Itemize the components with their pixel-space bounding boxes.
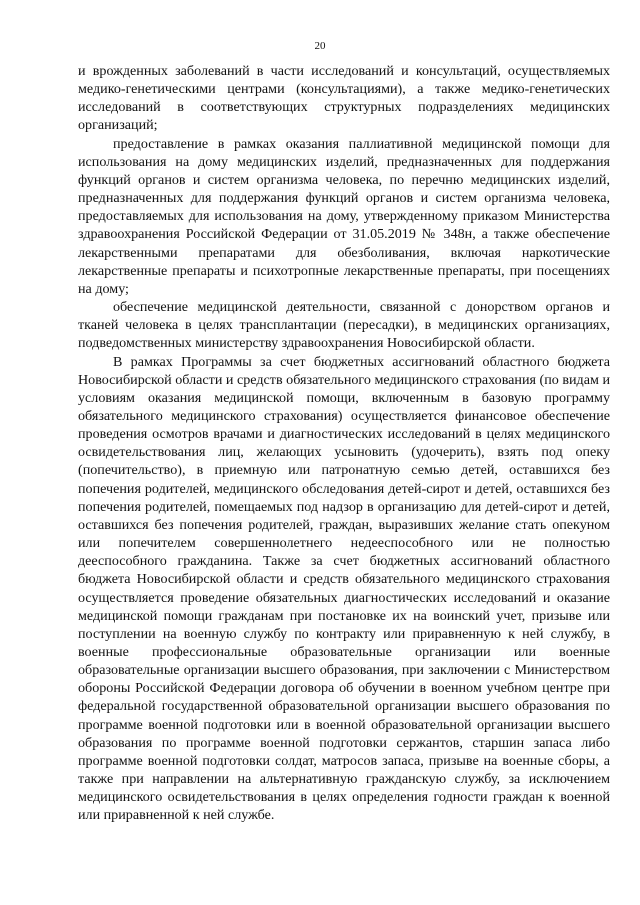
paragraph-genetic-research: и врожденных заболеваний в части исследований и консультаций, осуществляемых медико-генетическими центрами (консультациями), а также медико-генетических исследований в соответствующих структурных подразделениях медицинских организаций; [78, 63, 610, 134]
paragraph-program-financing: В рамках Программы за счет бюджетных ассигнований областного бюджета Новосибирской области и средств обязательного медицинского страхования (по видам и условиям оказания медицинской помощи, включенным в базовую программу обязательного медицинского страхования) осуществляется финансовое обеспечение проведения осмотров врачами и диагностических исследований в целях медицинского освидетельствования лиц, желающих усыновить (удочерить), взять под опеку (попечительство), в приемную или патронатную семью детей, оставшихся без попечения родителей, медицинского обследования детей-сирот и детей, оставшихся без попечения родителей, помещаемых под надзор в организацию для детей-сирот и детей, оставшихся без попечения родителей, граждан, выразивших желание стать опекуном или попечителем совершеннолетнего недееспособного или не полностью дееспособного гражданина. Также за счет бюджетных ассигнований областного бюджета Новосибирской области и средств обязательного медицинского страхования осуществляется проведение обязательных диагностических исследований и оказание медицинской помощи гражданам при постановке их на воинский учет, призыве или поступлении на военную службу по контракту или приравненную к ней службу, в военные профессиональные образовательные организации или военные образовательные организации высшего образования, при заключении с Министерством обороны Российской Федерации договора об обучении в военном учебном центре при федеральной государственной образовательной организации высшего образования по программе военной подготовки или в военной образовательной организации высшего образования по программе военной подготовки сержантов, старшин запаса либо программе военной подготовки солдат, матросов запаса, призыве на военные сборы, а также при направлении на альтернативную гражданскую службу, за исключением медицинского освидетельствования в целях определения годности граждан к военной или приравненной к ней службе. [78, 353, 610, 824]
page-number: 20 [314, 40, 326, 52]
page-body [78, 62, 610, 825]
paragraph-organ-donation: обеспечение медицинской деятельности, связанной с донорством органов и тканей человека в целях трансплантации (пересадки), в медицинских организациях, подведомственных министерству здравоохранения Новосибирской области. [78, 299, 610, 352]
paragraph-palliative-care: предоставление в рамках оказания паллиативной медицинской помощи для использования на дому медицинских изделий, предназначенных для поддержания функций органов и систем организма человека, по перечню медицинских изделий, предназначенных для поддержания функций органов и систем организма человека, предоставляемых для использования на дому, утвержденному приказом Министерства здравоохранения Российской Федерации от 31.05.2019 № 348н, а также обеспечение лекарственными препаратами для обезболивания, включая наркотические лекарственные препараты и психотропные лекарственные препараты, при посещениях на дому; [78, 135, 610, 297]
